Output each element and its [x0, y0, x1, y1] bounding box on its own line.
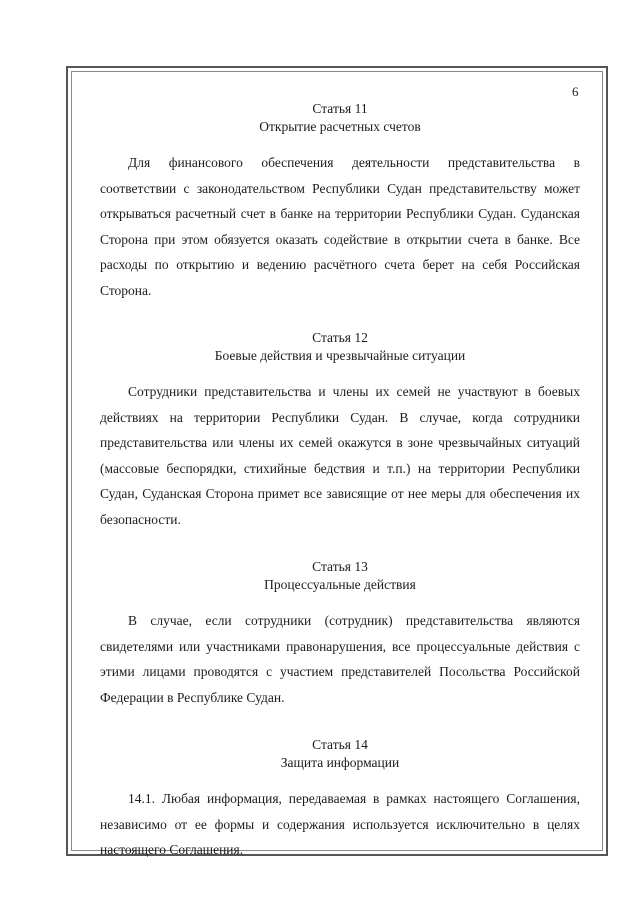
- article-body: 14.1. Любая информация, передаваемая в рамках настоящего Соглашения, независимо от ее формы и содержания используется исключительно в целях настоящего Соглашения.: [100, 791, 580, 857]
- article-11: [100, 100, 580, 303]
- page-number: 6: [572, 84, 579, 99]
- article-title: Боевые действия и чрезвычайные ситуации: [214, 348, 466, 363]
- article-title: Защита информации: [280, 755, 400, 770]
- article-title: Открытие расчетных счетов: [259, 119, 421, 134]
- article-body: Для финансового обеспечения деятельности представительства в соответствии с законодательством Республики Судан представительству может открываться расчетный счет в банке на территории Республики Судан. Суданская Сторона при этом обязуется оказать содействие в открытии счета в банке. Все расходы по открытию и ведению расчётного счета берет на себя Российская Сторона.: [100, 155, 580, 298]
- article-number: Статья 14: [312, 737, 368, 752]
- document-content: [100, 100, 580, 863]
- article-number: Статья 13: [312, 559, 368, 574]
- article-14: [100, 736, 580, 863]
- article-13: [100, 558, 580, 710]
- article-12: [100, 329, 580, 532]
- article-number: Статья 12: [312, 330, 368, 345]
- article-number: Статья 11: [312, 101, 368, 116]
- article-body: Сотрудники представительства и члены их семей не участвуют в боевых действиях на территории Республики Судан. В случае, когда сотрудники представительства или члены их семей окажутся в зоне чрезвычайных ситуаций (массовые беспорядки, стихийные бедствия и т.п.) на территории Республики Судан, Суданская Сторона примет все зависящие от нее меры для обеспечения их безопасности.: [100, 384, 580, 527]
- article-body: В случае, если сотрудники (сотрудник) представительства являются свидетелями или участниками правонарушения, все процессуальные действия с этими лицами проводятся с участием представителей Посольства Российской Федерации в Республике Судан.: [100, 613, 580, 705]
- article-title: Процессуальные действия: [264, 577, 416, 592]
